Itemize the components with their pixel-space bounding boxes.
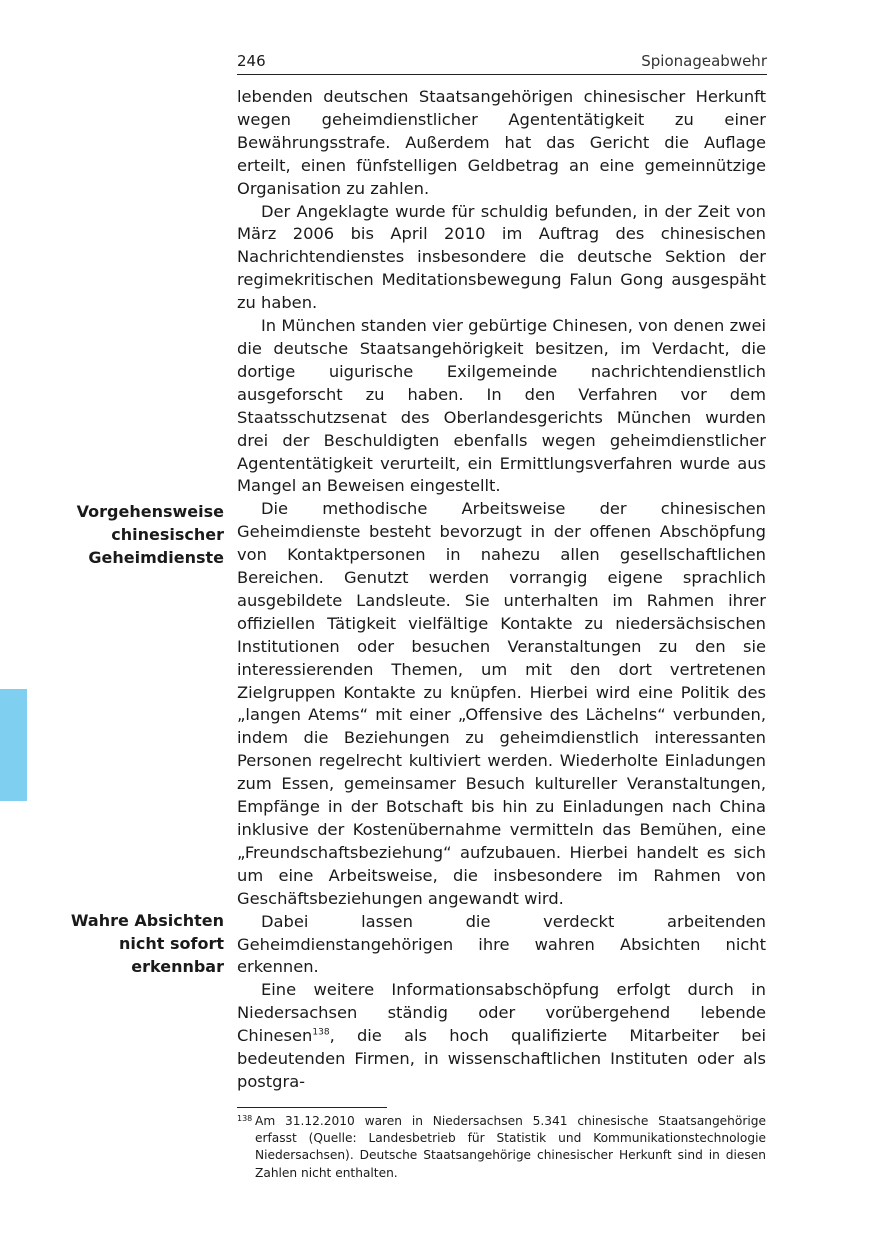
paragraph-2: Der Angeklagte wurde für schuldig befunden, in der Zeit von März 2006 bis April 2010 im Auftrag des chinesischen Nachrichtendienstes insbesondere die deutsche Sektion der regimekritischen Meditationsbewegung Falun Gong ausgespäht zu haben. <box>237 201 766 313</box>
paragraph-1: lebenden deutschen Staatsangehörigen chinesischer Herkunft wegen geheimdienstlicher Agententätigkeit zu einer Bewährungsstrafe. Außerdem hat das Gericht die Auflage erteilt, einen fünfstelligen Geldbetrag an eine gemeinnützige Organisation zu zahlen. <box>237 87 766 198</box>
chapter-tab-marker <box>0 689 27 801</box>
page-header <box>237 50 767 75</box>
margin-note-line: Vorgehensweise <box>76 502 224 521</box>
margin-note-line: erkennbar <box>131 956 224 976</box>
paragraph-3: In München standen vier gebürtige Chinesen, von denen zwei die deutsche Staatsangehörigkeit besitzen, im Verdacht, die dortige uigurische Exilgemeinde nachrichtendienstlich ausgeforscht zu haben. In den Verfahren vor dem Staatsschutzsenat des Oberlandesgerichts München wurden drei der Beschuldigten ebenfalls wegen geheimdienstlicher Agententätigkeit verurteilt, ein Ermittlungsverfahren wurde aus Mangel an Beweisen eingestellt. <box>237 316 766 496</box>
paragraph-6-end: , die als hoch qualifizierte Mitarbeiter bei bedeutenden Firmen, in wissenschaftlichen Instituten oder als postgra- <box>237 1026 766 1091</box>
margin-note-line: nicht sofort <box>119 933 224 953</box>
footnote-mark: 138 <box>237 1114 253 1123</box>
margin-note-line: Geheimdienste <box>88 547 224 567</box>
margin-note-wahre-absichten <box>54 910 224 979</box>
margin-note-vorgehensweise <box>54 501 224 570</box>
footnote-separator <box>237 1107 387 1108</box>
paragraph-6-start: Eine weitere Informationsabschöpfung erfolgt durch in Niedersachsen ständig oder vorübergehend lebende Chinesen <box>237 980 766 1046</box>
body-text <box>237 86 766 1094</box>
paragraph-6 <box>237 979 766 1094</box>
running-title: Spionageabwehr <box>641 52 767 70</box>
footnote-text: Am 31.12.2010 waren in Niedersachsen 5.341 chinesische Staatsangehörige erfasst (Quelle: Landesbetrieb für Statistik und Kommunikationstechnologie Niedersachsen). Deutsche Staatsangehörige chinesischer Herkunft sind in diesen Zahlen nicht enthalten. <box>255 1114 766 1180</box>
footnote-138 <box>237 1113 766 1182</box>
margin-note-line: chinesischer <box>111 524 224 544</box>
footnote-reference[interactable]: 138 <box>312 1027 330 1038</box>
page-number: 246 <box>237 52 266 70</box>
margin-note-line: Wahre Absichten <box>70 911 224 930</box>
paragraph-5: Dabei lassen die verdeckt arbeitenden Geheimdienstangehörigen ihre wahren Absichten nicht erkennen. <box>237 911 766 977</box>
paragraph-4: Die methodische Arbeitsweise der chinesischen Geheimdienste besteht bevorzugt in der offenen Abschöpfung von Kontaktpersonen in nahezu allen gesellschaftlichen Bereichen. Genutzt werden vorrangig eigene sprachlich ausgebildete Landsleute. Sie unterhalten im Rahmen ihrer offiziellen Tätigkeit vielfältige Kontakte zu niedersächsischen Institutionen oder besuchen Veranstaltungen zu den sie interessierenden Themen, um mit den dort vertretenen Zielgruppen Kontakte zu knüpfen. Hierbei wird eine Politik des „langen Atems“ mit einer „Offensive des Lächelns“ verbunden, indem die Beziehungen zu geheimdienstlich interessanten Personen regelrecht kultiviert werden. Wiederholte Einladungen zum Essen, gemeinsamer Besuch kultureller Veranstaltungen, Empfänge in der Botschaft bis hin zu Einladungen nach China inklusive der Kostenübernahme vermitteln das Bemühen, eine „Freundschaftsbeziehung“ aufzubauen. Hierbei handelt es sich um eine Arbeitsweise, die insbesondere im Rahmen von Geschäftsbeziehungen angewandt wird. <box>237 499 766 908</box>
